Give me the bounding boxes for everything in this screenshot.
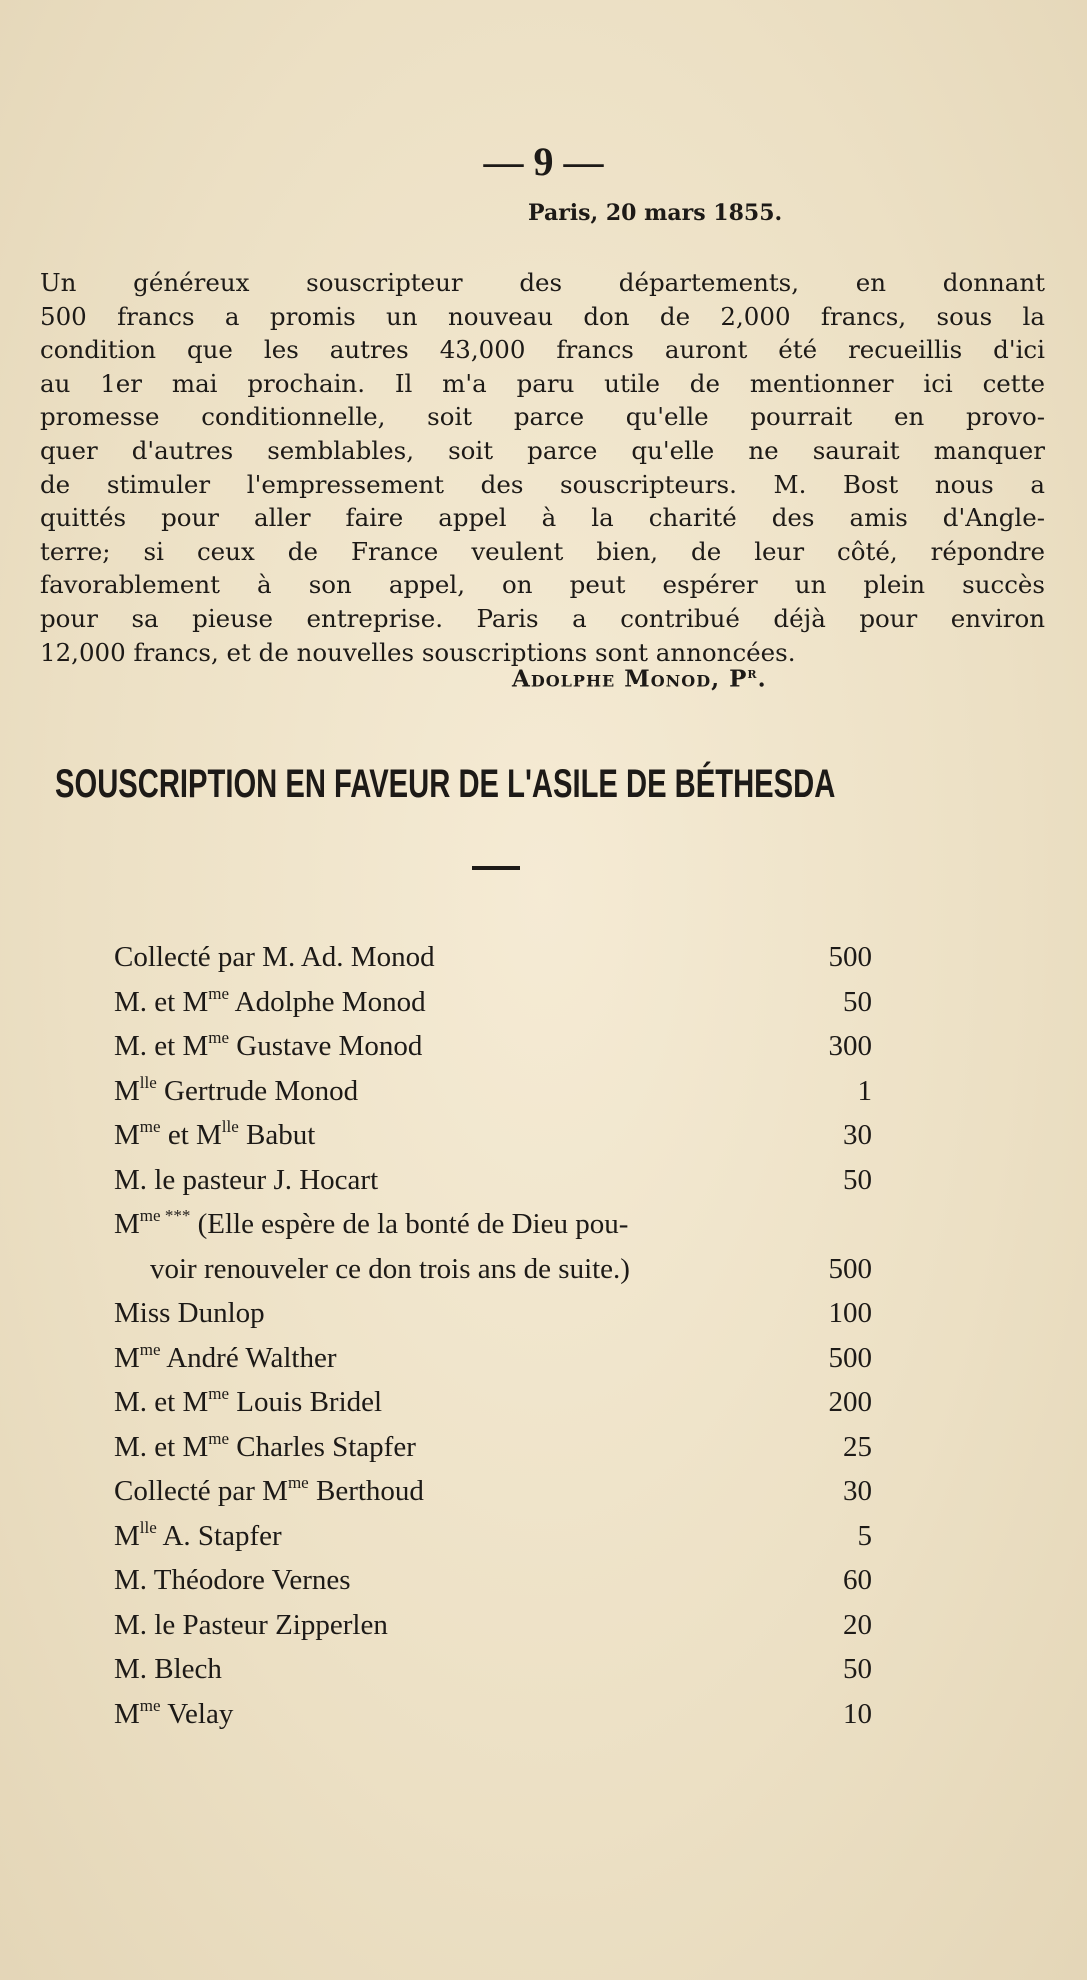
subscriber-name xyxy=(114,1158,378,1203)
subscription-amount: 300 xyxy=(828,1030,872,1062)
subscription-row xyxy=(114,935,872,980)
subscription-row xyxy=(114,1291,872,1336)
letter-line: Un généreux souscripteur des départements, en donnant xyxy=(40,268,1045,297)
subscription-row xyxy=(114,1113,872,1158)
subscriber-name-post: et M xyxy=(160,1119,222,1151)
subscriber-name xyxy=(114,1514,282,1559)
subscriber-name-pre: M. le pasteur J. Hocart xyxy=(114,1163,379,1196)
letter-body xyxy=(40,266,1045,669)
section-heading: SOUSCRIPTION EN FAVEUR DE L'ASILE DE BÉTHESDA xyxy=(55,762,836,806)
subscriber-name xyxy=(114,1113,315,1158)
subscriber-name-pre: M. Blech xyxy=(114,1653,222,1685)
subscriber-name-sup2: lle xyxy=(221,1117,239,1136)
subscriber-name-pre: M. le Pasteur Zipperlen xyxy=(114,1608,388,1641)
signature xyxy=(512,664,767,693)
subscriber-name-pre: M. et M xyxy=(114,1030,209,1062)
subscriber-name-sup: me xyxy=(287,1473,309,1492)
subscriber-name-pre: Collecté par M. Ad. Monod xyxy=(114,941,435,973)
subscription-row xyxy=(114,1024,872,1069)
subscription-amount: 25 xyxy=(843,1430,872,1463)
subscriber-name-pre: M xyxy=(114,1119,140,1151)
letter-line: de stimuler l'empressement des souscripteurs. M. Bost nous a xyxy=(40,469,1045,499)
subscriber-name xyxy=(114,1069,358,1114)
subscriber-name-pre: Miss Dunlop xyxy=(114,1297,265,1329)
subscriber-name-pre: M xyxy=(114,1341,140,1374)
subscription-amount: 500 xyxy=(828,941,872,973)
subscriber-name xyxy=(114,1024,422,1069)
subscriber-name-sup: lle xyxy=(139,1072,157,1092)
subscriber-name-pre: M xyxy=(114,1697,140,1730)
subscription-amount: 30 xyxy=(843,1475,872,1507)
letter-line: promesse conditionnelle, soit parce qu'elle pourrait en provo- xyxy=(40,402,1045,432)
subscriber-name xyxy=(114,1425,416,1470)
subscription-amount: 100 xyxy=(828,1297,872,1329)
subscription-amount: 20 xyxy=(843,1608,872,1641)
subscriber-name xyxy=(114,1336,337,1381)
letter-line: condition que les autres 43,000 francs auront été recueillis d'ici xyxy=(40,335,1045,365)
subscription-amount: 500 xyxy=(828,1341,872,1374)
subscriber-name-pre: M. et M xyxy=(114,1430,209,1463)
heading-rule xyxy=(472,866,520,870)
subscriber-name xyxy=(114,980,426,1025)
subscriber-name-sup: me xyxy=(139,1695,161,1715)
subscriber-name-post2: Babut xyxy=(238,1119,316,1151)
subscriber-name-post: Louis Bridel xyxy=(229,1386,383,1418)
subscriber-name-post: Charles Stapfer xyxy=(229,1430,416,1463)
letter-line: quer d'autres semblables, soit parce qu'elle ne saurait manquer xyxy=(40,435,1045,465)
subscriber-name-pre: M xyxy=(114,1208,140,1240)
subscriber-name-sup: me xyxy=(208,1028,230,1047)
subscriber-name xyxy=(114,1380,382,1425)
letter-line: 500 francs a promis un nouveau don de 2,000 francs, sous la xyxy=(40,301,1045,331)
subscription-row xyxy=(114,1425,872,1470)
subscriber-name-sup: me xyxy=(139,1339,161,1359)
subscriber-name-sup: lle xyxy=(139,1517,157,1537)
subscriber-name xyxy=(114,935,435,980)
subscriber-name xyxy=(114,1647,222,1692)
subscriber-name-sup: me xyxy=(208,1428,230,1448)
subscriber-name-pre: M. et M xyxy=(114,1386,209,1418)
subscription-amount: 200 xyxy=(828,1386,872,1418)
subscriber-name-sup: me xyxy=(208,983,230,1003)
subscription-row xyxy=(114,1603,872,1648)
subscriber-name-pre: Collecté par M xyxy=(114,1475,288,1507)
subscriber-name-pre: M xyxy=(114,1074,140,1107)
subscription-row xyxy=(114,1647,872,1692)
subscriber-name xyxy=(114,1469,424,1514)
subscriber-name-post: A. Stapfer xyxy=(156,1519,282,1552)
subscriber-name xyxy=(150,1247,630,1292)
subscriber-name xyxy=(114,1692,233,1737)
subscription-amount: 500 xyxy=(828,1252,872,1285)
letter-line: au 1er mai prochain. Il m'a paru utile de mentionner ici cette xyxy=(40,368,1045,398)
letter-line: 12,000 francs, et de nouvelles souscriptions sont annoncées. xyxy=(40,637,796,667)
dateline: Paris, 20 mars 1855. xyxy=(528,200,783,226)
signature-name: Adolphe Monod, P xyxy=(512,665,748,693)
letter-line: favorablement à son appel, on peut espérer un plein succès xyxy=(40,570,1045,600)
subscription-amount: 50 xyxy=(843,1163,872,1196)
subscriber-name-post: André Walther xyxy=(160,1341,337,1374)
subscription-row xyxy=(114,1202,872,1247)
subscriber-name xyxy=(114,1558,351,1603)
subscriber-name-sup: me *** xyxy=(139,1206,191,1225)
subscription-row xyxy=(114,1514,872,1559)
signature-suffix: r xyxy=(747,664,758,682)
subscriber-name-post: Velay xyxy=(160,1697,234,1730)
subscription-amount: 30 xyxy=(843,1119,872,1151)
subscription-row xyxy=(114,1247,872,1292)
subscription-amount: 10 xyxy=(843,1697,872,1730)
subscription-row xyxy=(114,980,872,1025)
subscription-row xyxy=(114,1336,872,1381)
subscription-row xyxy=(114,1158,872,1203)
letter-line: quittés pour aller faire appel à la charité des amis d'Angle- xyxy=(40,503,1045,533)
subscriber-name-pre: M. Théodore Vernes xyxy=(114,1564,351,1596)
page-number: — 9 — xyxy=(483,139,604,184)
subscriber-name xyxy=(114,1291,265,1336)
subscription-row xyxy=(114,1469,872,1514)
subscription-amount: 50 xyxy=(843,1653,872,1685)
subscriber-name-post: Berthoud xyxy=(308,1475,424,1507)
subscriber-name-post: (Elle espère de la bonté de Dieu pou- xyxy=(190,1208,629,1240)
subscription-amount: 1 xyxy=(857,1074,872,1107)
subscription-row xyxy=(114,1558,872,1603)
subscriber-name-post: Gustave Monod xyxy=(229,1030,423,1062)
subscription-row xyxy=(114,1380,872,1425)
subscription-row xyxy=(114,1692,872,1737)
subscription-amount: 5 xyxy=(857,1519,872,1552)
subscription-amount: 50 xyxy=(843,985,872,1018)
subscriber-name-sup: me xyxy=(139,1117,161,1136)
subscription-list xyxy=(114,935,872,1736)
subscriber-name-pre: voir renouveler ce don trois ans de suite.) xyxy=(150,1252,630,1285)
subscription-row xyxy=(114,1069,872,1114)
subscriber-name xyxy=(114,1603,388,1648)
subscription-amount: 60 xyxy=(843,1564,872,1596)
subscriber-name-pre: M. et M xyxy=(114,985,209,1018)
subscriber-name-post: Gertrude Monod xyxy=(156,1074,359,1107)
letter-line: pour sa pieuse entreprise. Paris a contribué déjà pour environ xyxy=(40,603,1045,633)
subscriber-name-post: Adolphe Monod xyxy=(229,985,426,1018)
subscriber-name-pre: M xyxy=(114,1519,140,1552)
subscriber-name-sup: me xyxy=(208,1384,230,1403)
signature-end: . xyxy=(757,665,767,693)
subscriber-name xyxy=(114,1202,628,1247)
letter-line: terre; si ceux de France veulent bien, de leur côté, répondre xyxy=(40,536,1045,566)
